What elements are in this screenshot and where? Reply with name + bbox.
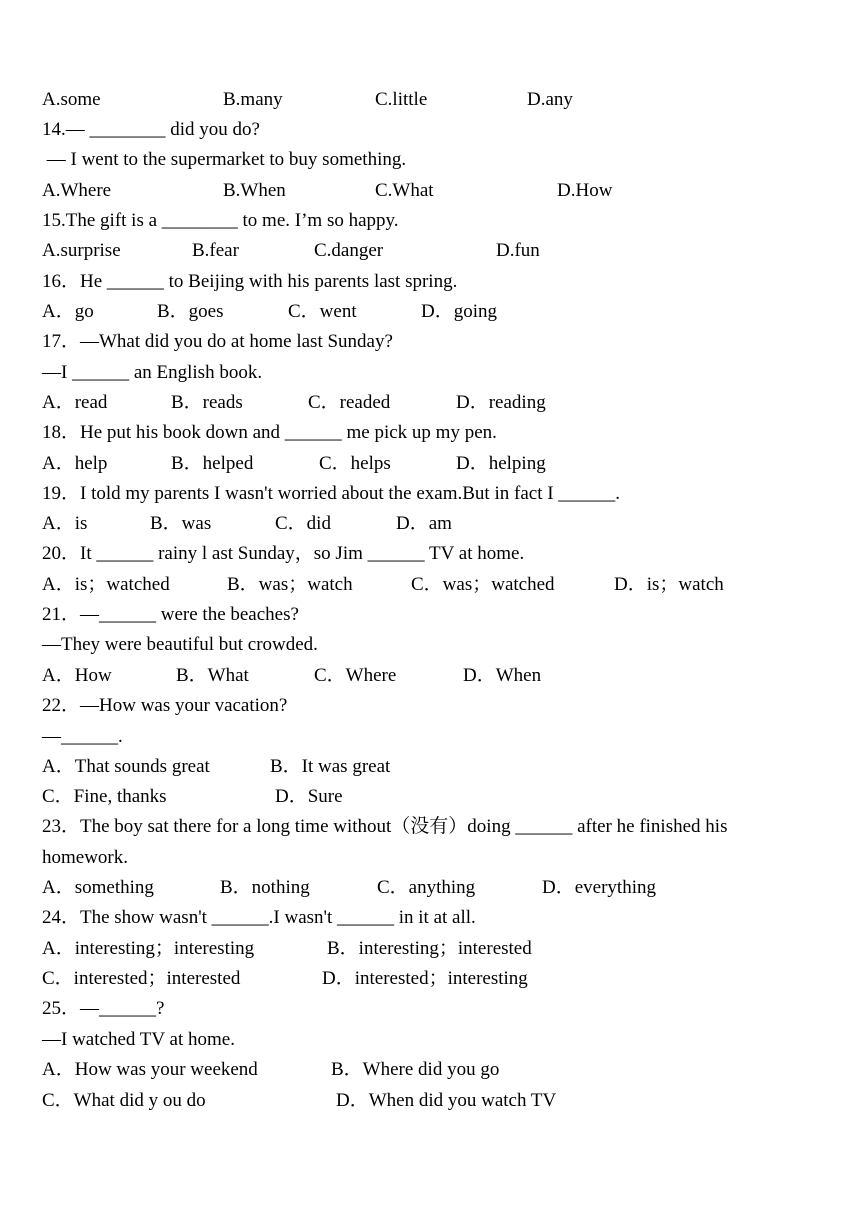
question-text: 20．It ______ rainy l ast Sunday，so Jim ______ TV at home. bbox=[42, 543, 525, 564]
option-a: A．How was your weekend bbox=[42, 1059, 258, 1080]
question-text: 15.The gift is a ________ to me. I’m so happy. bbox=[42, 210, 399, 231]
option-d: D．interested；interesting bbox=[322, 968, 528, 989]
option-d: D．When bbox=[463, 665, 542, 686]
option-c: C．Fine, thanks bbox=[42, 786, 167, 807]
option-a: A．read bbox=[42, 392, 108, 413]
option-a: A．interesting；interesting bbox=[42, 938, 255, 959]
question-text: 17．—What did you do at home last Sunday? bbox=[42, 331, 393, 352]
option-a: A.Where bbox=[42, 180, 112, 201]
option-c: C．was；watched bbox=[411, 574, 555, 595]
option-c: C.danger bbox=[314, 240, 384, 261]
option-a: A.some bbox=[42, 89, 101, 110]
option-c: C．What did y ou do bbox=[42, 1090, 206, 1111]
option-a: A．is bbox=[42, 513, 88, 534]
option-d: D．is；watch bbox=[614, 574, 724, 595]
option-b: B．was bbox=[150, 513, 212, 534]
question-text: 19．I told my parents I wasn't worried about the exam.But in fact I ______. bbox=[42, 483, 621, 504]
question-text-continued: homework. bbox=[42, 847, 129, 868]
option-c: C.What bbox=[375, 180, 434, 201]
option-d: D.fun bbox=[496, 240, 540, 261]
answer-text: — I went to the supermarket to buy something. bbox=[42, 149, 407, 170]
option-b: B．What bbox=[176, 665, 249, 686]
option-b: B．was；watch bbox=[227, 574, 353, 595]
option-c: C．interested；interested bbox=[42, 968, 241, 989]
option-c: C．readed bbox=[308, 392, 391, 413]
option-d: D．reading bbox=[456, 392, 546, 413]
option-b: B．reads bbox=[171, 392, 243, 413]
option-d: D．When did you watch TV bbox=[336, 1090, 557, 1111]
option-b: B．It was great bbox=[270, 756, 391, 777]
option-b: B．interesting；interested bbox=[327, 938, 532, 959]
answer-text: —______. bbox=[42, 726, 123, 747]
question-text: 14.— ________ did you do? bbox=[42, 119, 260, 140]
question-text: 24．The show wasn't ______.I wasn't ______ in it at all. bbox=[42, 907, 476, 928]
option-a: A．How bbox=[42, 665, 112, 686]
option-c: C．anything bbox=[377, 877, 476, 898]
option-b: B.When bbox=[223, 180, 286, 201]
option-b: B.many bbox=[223, 89, 283, 110]
question-text: 25．—______? bbox=[42, 998, 165, 1019]
option-a: A．is；watched bbox=[42, 574, 170, 595]
answer-text: —I watched TV at home. bbox=[42, 1029, 235, 1050]
question-text: 18．He put his book down and ______ me pick up my pen. bbox=[42, 422, 497, 443]
question-text: 21．—______ were the beaches? bbox=[42, 604, 299, 625]
option-a: A．help bbox=[42, 453, 108, 474]
option-d: D．am bbox=[396, 513, 452, 534]
option-b: B．Where did you go bbox=[331, 1059, 500, 1080]
option-d: D.How bbox=[557, 180, 613, 201]
option-a: A.surprise bbox=[42, 240, 121, 261]
option-b: B．nothing bbox=[220, 877, 310, 898]
option-c: C．Where bbox=[314, 665, 397, 686]
answer-text: —They were beautiful but crowded. bbox=[42, 634, 318, 655]
option-d: D.any bbox=[527, 89, 573, 110]
option-c: C．helps bbox=[319, 453, 391, 474]
question-text: 16．He ______ to Beijing with his parents last spring. bbox=[42, 271, 458, 292]
option-d: D．helping bbox=[456, 453, 546, 474]
option-a: A．That sounds great bbox=[42, 756, 210, 777]
option-a: A．something bbox=[42, 877, 154, 898]
question-text: 22．—How was your vacation? bbox=[42, 695, 288, 716]
option-b: B.fear bbox=[192, 240, 239, 261]
option-a: A．go bbox=[42, 301, 94, 322]
option-c: C.little bbox=[375, 89, 428, 110]
option-c: C．went bbox=[288, 301, 357, 322]
option-b: B．goes bbox=[157, 301, 224, 322]
answer-text: —I ______ an English book. bbox=[42, 362, 263, 383]
option-d: D．Sure bbox=[275, 786, 343, 807]
question-text: 23．The boy sat there for a long time without（没有）doing ______ after he finished his bbox=[42, 816, 728, 837]
option-d: D．going bbox=[421, 301, 498, 322]
option-b: B．helped bbox=[171, 453, 254, 474]
option-d: D．everything bbox=[542, 877, 656, 898]
option-c: C．did bbox=[275, 513, 331, 534]
